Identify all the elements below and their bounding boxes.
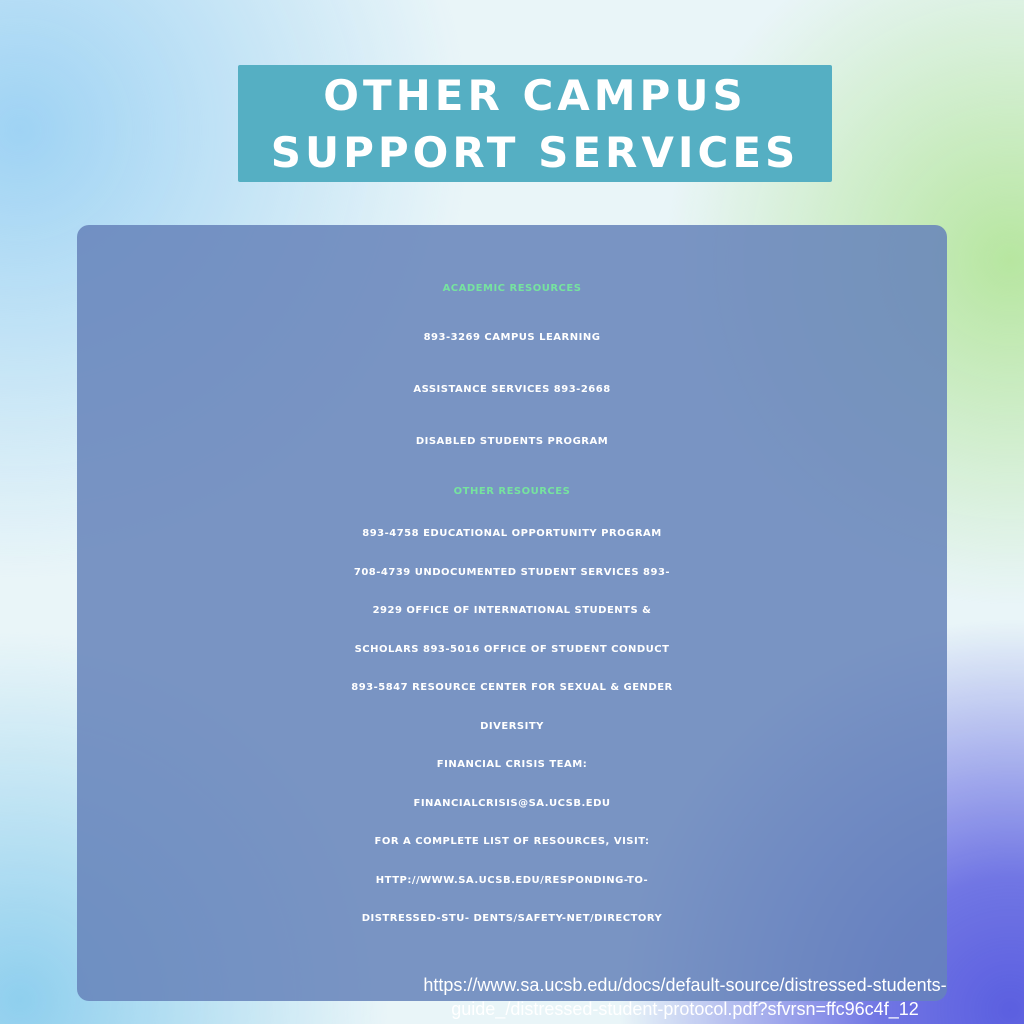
other-resources-heading: OTHER RESOURCES [453,486,571,497]
other-line: 708-4739 UNDOCUMENTED STUDENT SERVICES 893- [353,566,671,578]
other-line: SCHOLARS 893-5016 OFFICE OF STUDENT CONDUCT [354,643,670,655]
title-line-2: SUPPORT SERVICES [270,127,800,177]
academic-line: 893-3269 CAMPUS LEARNING [423,332,601,343]
directory-url: HTTP://WWW.SA.UCSB.EDU/RESPONDING-TO- [375,874,649,886]
other-line: 893-5847 RESOURCE CENTER FOR SEXUAL & GENDER [351,682,673,693]
resources-panel [77,225,947,1001]
other-line: 2929 OFFICE OF INTERNATIONAL STUDENTS & [372,605,652,616]
directory-url: DISTRESSED-STU- DENTS/SAFETY-NET/DIRECTORY [361,913,663,924]
complete-list-label: FOR A COMPLETE LIST OF RESOURCES, VISIT: [374,836,650,847]
academic-line: DISABLED STUDENTS PROGRAM [415,436,609,447]
source-citation [330,973,1024,1021]
title-banner [238,65,832,182]
financial-crisis-label: FINANCIAL CRISIS TEAM: [436,759,588,770]
source-line: guide_/distressed-student-protocol.pdf?sfvrsn=ffc96c4f_12 [451,999,919,1019]
other-line: DIVERSITY [480,720,544,732]
financial-crisis-email: FINANCIALCRISIS@SA.UCSB.EDU [413,797,611,809]
source-line: https://www.sa.ucsb.edu/docs/default-source/distressed-students- [423,975,947,995]
academic-line: ASSISTANCE SERVICES 893-2668 [413,384,611,395]
academic-resources-heading: ACADEMIC RESOURCES [442,283,582,294]
title-line-1: OTHER CAMPUS [323,70,747,120]
other-line: 893-4758 EDUCATIONAL OPPORTUNITY PROGRAM [362,528,662,539]
resources-content [77,265,947,939]
